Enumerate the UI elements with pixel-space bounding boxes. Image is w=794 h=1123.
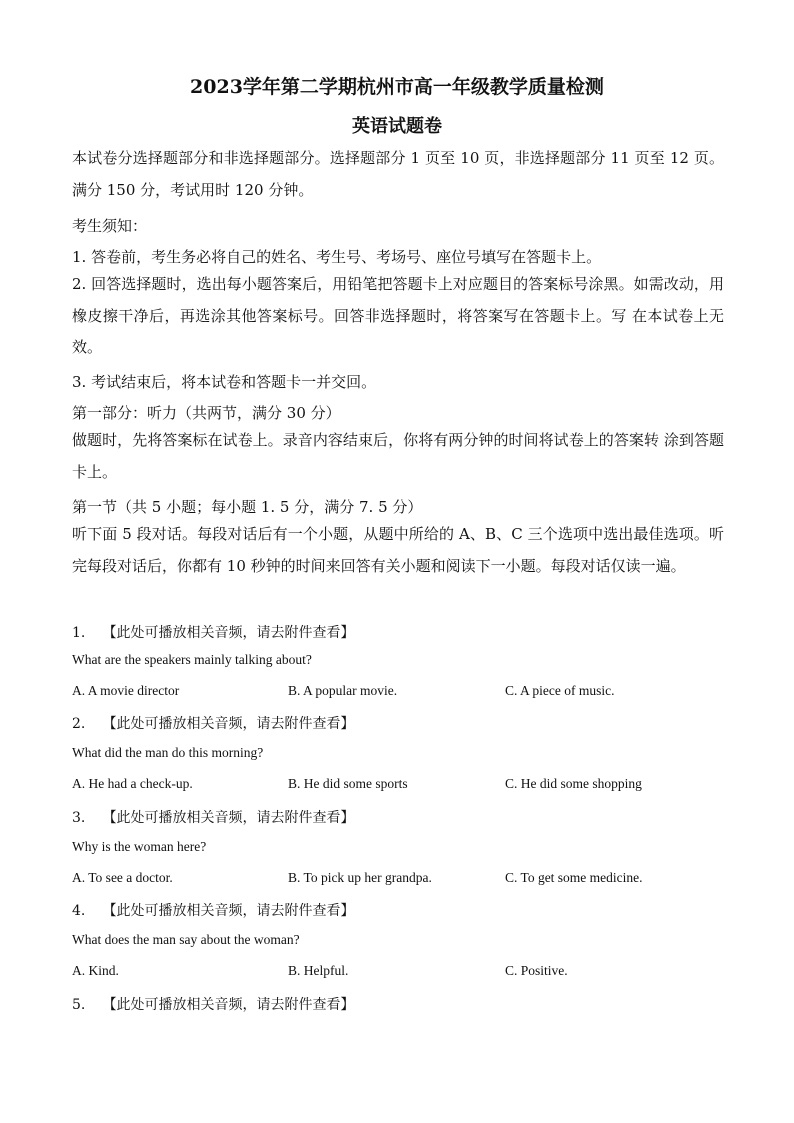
question-3-audio[interactable] [72,807,354,827]
part1-heading: 第一部分：听力（共两节，满分 30 分） [72,404,341,422]
part1-instruction: 做题时，先将答案标在试卷上。录音内容结束后，你将有两分钟的时间将试卷上的答案转 涂到答题卡上。 [72,431,724,481]
question-1-audio[interactable] [72,622,354,642]
question-4-audio[interactable] [72,900,354,920]
question-2-option-c: C. He did some shopping [505,776,642,791]
audio-placeholder: 【此处可播放相关音频，请去附件查看】 [102,716,355,732]
question-4-option-c: C. Positive. [505,963,568,978]
rule-2: 2. 回答选择题时，选出每小题答案后，用铅笔把答题卡上对应题目的答案标号涂黑。如需改动，用橡皮擦干净后，再选涂其他答案标号。回答非选择题时，将答案写在答题卡上。写 在本试卷上无效。 [72,275,724,356]
audio-placeholder: 【此处可播放相关音频，请去附件查看】 [102,903,355,919]
rule-1: 1. 答卷前，考生务必将自己的姓名、考生号、考场号、座位号填写在答题卡上。 [72,248,602,266]
question-4-option-b: B. Helpful. [288,963,349,978]
notice-heading: 考生须知： [72,217,148,235]
question-5-audio[interactable] [72,994,354,1014]
question-1-stem: What are the speakers mainly talking about? [72,652,312,667]
question-1-option-c: C. A piece of music. [505,683,615,698]
audio-placeholder: 【此处可播放相关音频，请去附件查看】 [102,625,355,641]
question-4-stem: What does the man say about the woman? [72,932,300,947]
question-1-option-a: A. A movie director [72,683,180,698]
question-number: 5. [72,997,86,1013]
section1-instruction: 听下面 5 段对话。每段对话后有一个小题，从题中所给的 A、B、C 三个选项中选出最佳选项。听完每段对话后，你都有 10 秒钟的时间来回答有关小题和阅读下一小题。每段对话仅读一遍。 [72,525,724,575]
audio-placeholder: 【此处可播放相关音频，请去附件查看】 [102,810,355,826]
question-3-option-c: C. To get some medicine. [505,870,643,885]
exam-subtitle: 英语试题卷 [352,116,442,137]
question-4-option-a: A. Kind. [72,963,119,978]
question-number: 3. [72,810,86,826]
question-2-option-b: B. He did some sports [288,776,408,791]
question-3-option-b: B. To pick up her grandpa. [288,870,432,885]
question-3-stem: Why is the woman here? [72,839,207,854]
question-2-stem: What did the man do this morning? [72,745,264,760]
section1-heading: 第一节（共 5 小题；每小题 1. 5 分，满分 7. 5 分） [72,498,423,516]
question-number: 2. [72,716,86,732]
question-3-option-a: A. To see a doctor. [72,870,173,885]
question-2-option-a: A. He had a check-up. [72,776,193,791]
question-number: 1. [72,625,86,641]
question-2-audio[interactable] [72,713,354,733]
question-1-option-b: B. A popular movie. [288,683,398,698]
question-number: 4. [72,903,86,919]
exam-title: 2023学年第二学期杭州市高一年级教学质量检测 [190,76,604,98]
intro-paragraph: 本试卷分选择题部分和非选择题部分。选择题部分 1 页至 10 页，非选择题部分 11 页至 12 页。满分 150 分，考试用时 120 分钟。 [72,149,724,199]
audio-placeholder: 【此处可播放相关音频，请去附件查看】 [102,997,355,1013]
rule-3: 3. 考试结束后，将本试卷和答题卡一并交回。 [72,373,377,391]
